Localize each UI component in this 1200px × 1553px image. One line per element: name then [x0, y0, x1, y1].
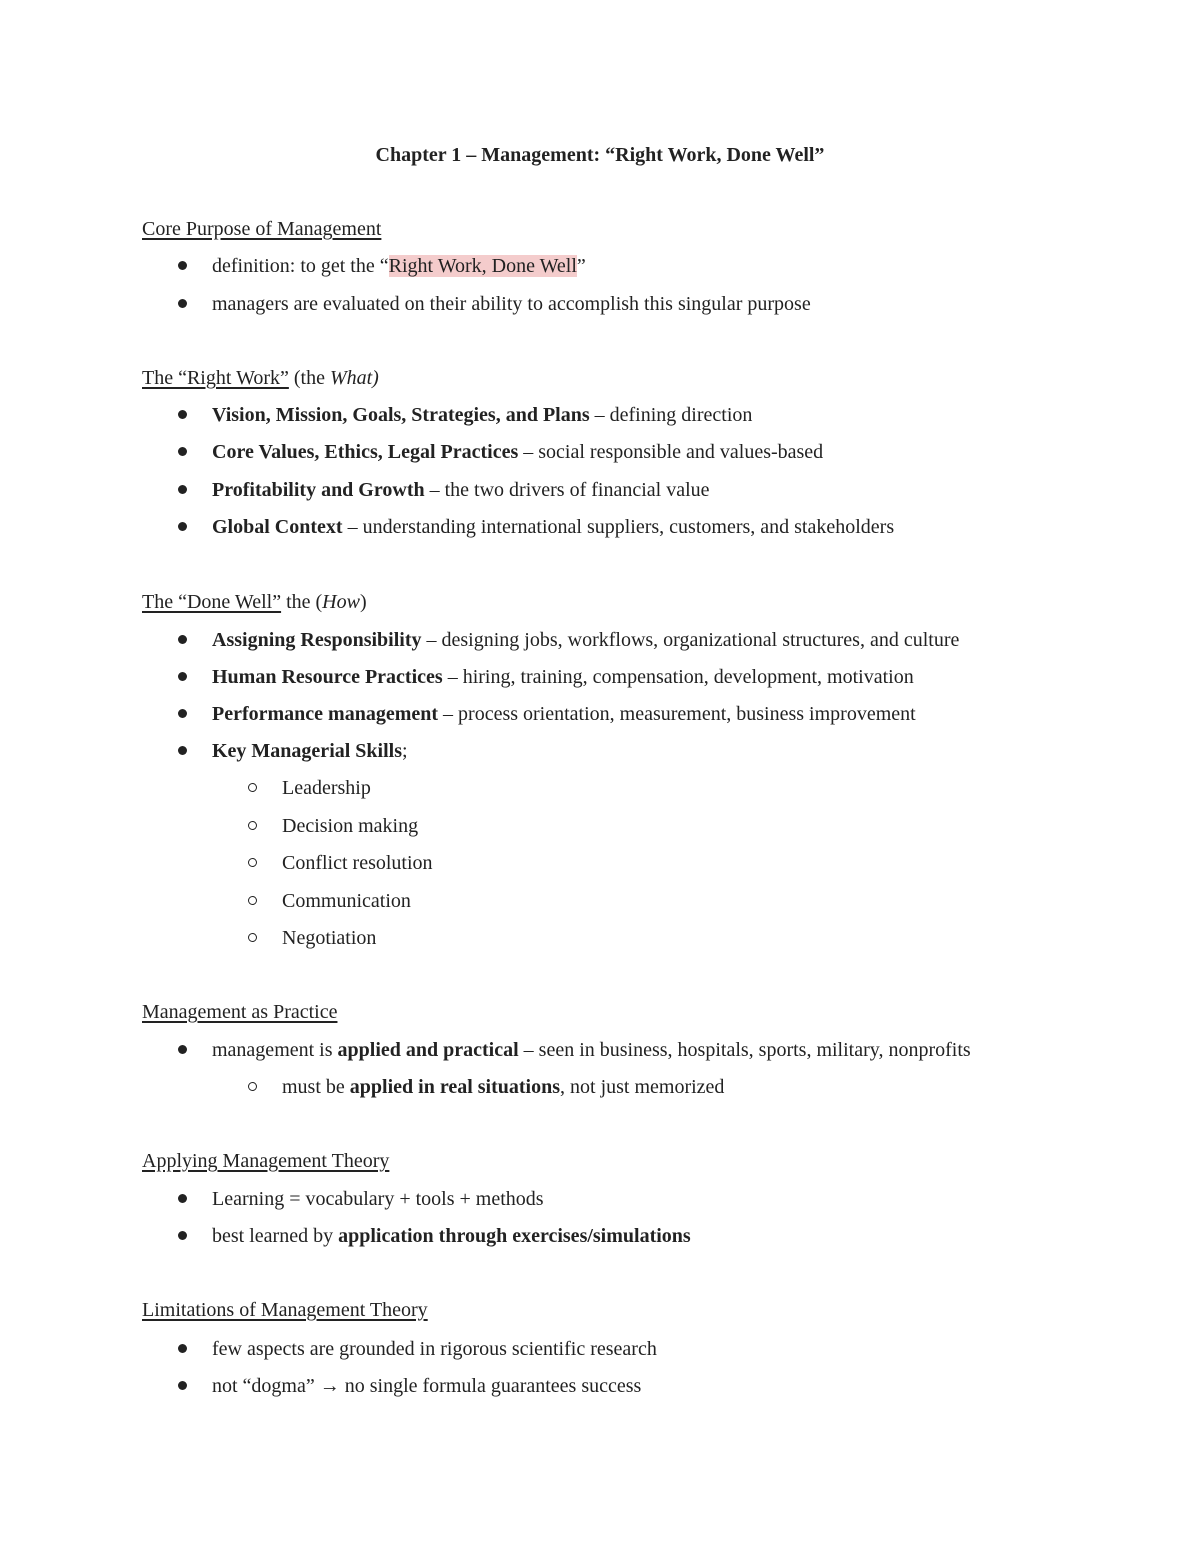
bullet-icon: [178, 485, 187, 494]
item-text: – seen in business, hospitals, sports, military, nonprofits: [518, 1039, 971, 1061]
item-text: ”: [576, 255, 586, 277]
item-bold: Assigning Responsibility: [212, 629, 422, 651]
item-text: definition: to get the “: [212, 255, 389, 277]
circle-bullet-icon: [248, 896, 257, 905]
item-text: must be: [282, 1076, 350, 1098]
item-text: Decision making: [282, 815, 419, 837]
item-bold: Key Managerial Skills: [212, 740, 402, 762]
item-text: Leadership: [282, 777, 371, 799]
list-item: [212, 1373, 641, 1399]
bullet-icon: [178, 447, 187, 456]
heading-italic: What): [329, 367, 379, 389]
bullet-icon: [178, 1231, 187, 1240]
item-text: not “dogma” → no single formula guarantees success: [212, 1375, 642, 1397]
heading-text: Management as Practice: [142, 1001, 338, 1023]
list-item: [212, 291, 811, 317]
item-text: – hiring, training, compensation, development, motivation: [442, 666, 914, 688]
bullet-icon: [178, 672, 187, 681]
list-item: [212, 1186, 544, 1212]
item-text: few aspects are grounded in rigorous scientific research: [212, 1338, 657, 1360]
item-text: – process orientation, measurement, business improvement: [438, 703, 916, 725]
bullet-icon: [178, 746, 187, 755]
item-bold: applied and practical: [337, 1039, 519, 1061]
heading-text: The “Done Well”: [142, 591, 282, 613]
item-bold: applied in real situations: [349, 1076, 561, 1098]
heading-suffix: (the: [288, 367, 330, 389]
bullet-icon: [178, 1381, 187, 1390]
sub-list-item: [282, 925, 376, 951]
bullet-icon: [178, 299, 187, 308]
bullet-icon: [178, 1045, 187, 1054]
item-text: managers are evaluated on their ability to accomplish this singular purpose: [212, 293, 811, 315]
item-text: management is: [212, 1039, 338, 1061]
sub-list-item: [282, 813, 418, 839]
circle-bullet-icon: [248, 858, 257, 867]
item-text: – defining direction: [589, 404, 753, 426]
item-text: best learned by: [212, 1225, 339, 1247]
item-text: ;: [402, 740, 408, 762]
item-bold: Global Context: [212, 516, 343, 538]
list-item: [212, 253, 586, 279]
bullet-icon: [178, 410, 187, 419]
heading-text: Core Purpose of Management: [142, 218, 382, 240]
item-text: , not just memorized: [560, 1076, 725, 1098]
list-item: [212, 1223, 691, 1249]
list-item: [212, 627, 959, 653]
heading-text: Limitations of Management Theory: [142, 1299, 428, 1321]
section-heading-done-well: [142, 589, 367, 615]
item-bold: Vision, Mission, Goals, Strategies, and Plans: [212, 404, 590, 426]
list-item: [212, 1037, 971, 1063]
bullet-icon: [178, 709, 187, 718]
list-item: [212, 514, 894, 540]
sub-list-item: [282, 888, 411, 914]
item-text: Negotiation: [282, 927, 377, 949]
heading-text: Applying Management Theory: [142, 1150, 390, 1172]
item-bold: Profitability and Growth: [212, 479, 425, 501]
item-bold: application through exercises/simulations: [338, 1225, 691, 1247]
item-text: – social responsible and values-based: [518, 441, 824, 463]
section-heading-practice: [142, 999, 337, 1025]
list-item: [212, 664, 914, 690]
list-item: [212, 402, 752, 428]
sub-list-item: [282, 775, 371, 801]
item-bold: Human Resource Practices: [212, 666, 443, 688]
circle-bullet-icon: [248, 933, 257, 942]
section-heading-core-purpose: [142, 216, 381, 242]
item-text: – designing jobs, workflows, organizational structures, and culture: [421, 629, 960, 651]
list-item: [212, 701, 916, 727]
page-title: Chapter 1 – Management: “Right Work, Done Well”: [375, 144, 825, 166]
item-text: Communication: [282, 890, 411, 912]
list-item: [212, 477, 710, 503]
bullet-icon: [178, 261, 187, 270]
item-text: Learning = vocabulary + tools + methods: [212, 1188, 544, 1210]
item-bold: Core Values, Ethics, Legal Practices: [212, 441, 519, 463]
highlighted-text: Right Work, Done Well: [388, 255, 577, 277]
section-heading-right-work: [142, 365, 379, 391]
circle-bullet-icon: [248, 783, 257, 792]
bullet-icon: [178, 1344, 187, 1353]
list-item: [212, 738, 408, 764]
heading-suffix: ): [359, 591, 367, 613]
item-bold: Performance management: [212, 703, 439, 725]
bullet-icon: [178, 635, 187, 644]
sub-list-item: [282, 1074, 724, 1100]
section-heading-applying: [142, 1148, 389, 1174]
heading-suffix: the (: [281, 591, 323, 613]
item-text: Conflict resolution: [282, 852, 433, 874]
sub-list-item: [282, 850, 433, 876]
circle-bullet-icon: [248, 821, 257, 830]
heading-text: The “Right Work”: [142, 367, 289, 389]
list-item: [212, 439, 823, 465]
item-text: – the two drivers of financial value: [424, 479, 710, 501]
circle-bullet-icon: [248, 1082, 257, 1091]
list-item: [212, 1336, 657, 1362]
bullet-icon: [178, 1194, 187, 1203]
heading-italic: How: [322, 591, 360, 613]
bullet-icon: [178, 522, 187, 531]
item-text: – understanding international suppliers, customers, and stakeholders: [342, 516, 895, 538]
section-heading-limitations: [142, 1297, 428, 1323]
